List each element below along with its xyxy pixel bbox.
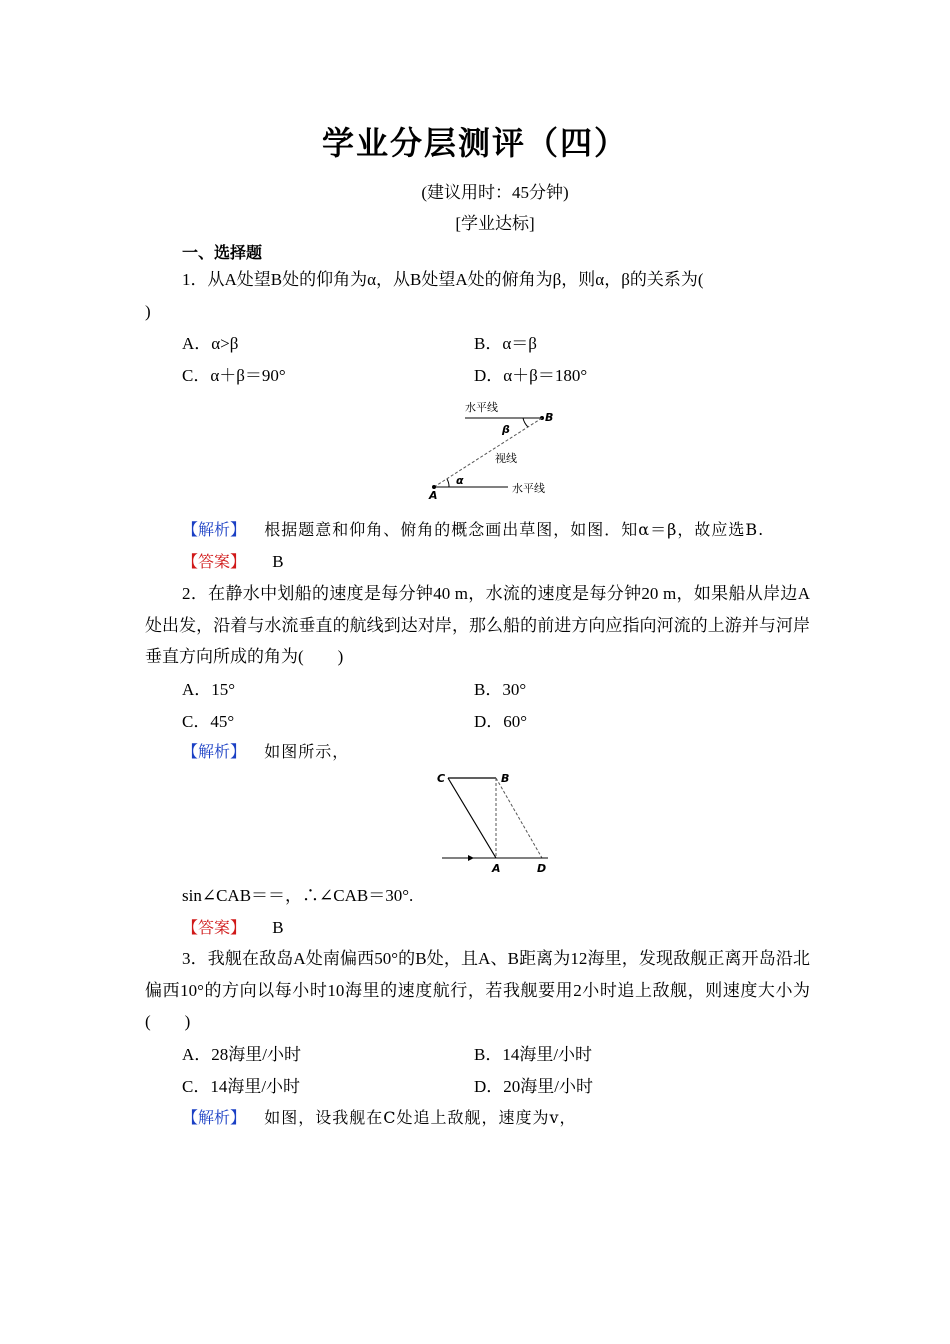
page-title: 学业分层测评（四） bbox=[321, 124, 628, 162]
q2-fig-point-a: A bbox=[492, 862, 501, 875]
q2-analysis bbox=[182, 740, 349, 764]
q1-option-a: A．α>β bbox=[182, 334, 239, 353]
q1-fig-alpha: α bbox=[456, 474, 464, 487]
q1-option-b: B．α＝β bbox=[474, 334, 537, 353]
q1-fig-point-a: A bbox=[429, 489, 438, 502]
q2-answer-value: B bbox=[272, 918, 284, 937]
time-note: (建议用时：45分钟) bbox=[421, 183, 569, 202]
q2-option-b: B．30° bbox=[474, 680, 527, 699]
q3-option-c: C．14海里/小时 bbox=[182, 1077, 301, 1096]
q2-figure bbox=[430, 768, 555, 878]
q1-answer-value: B bbox=[272, 552, 284, 571]
q1-answer bbox=[182, 550, 284, 574]
q1-fig-horizontal-top: 水平线 bbox=[465, 401, 498, 414]
q3-option-b: B．14海里/小时 bbox=[474, 1045, 593, 1064]
q1-answer-label: 【答案】 bbox=[182, 552, 247, 571]
q3-analysis-label: 【解析】 bbox=[182, 1108, 247, 1127]
q1-fig-beta: β bbox=[502, 423, 510, 436]
q2-answer-label: 【答案】 bbox=[182, 918, 247, 937]
q2-stem: 2．在静水中划船的速度是每分钟40 m，水流的速度是每分钟20 m，如果船从岸边A处出发，沿着与水流垂直的航线到达对岸，那么船的前进方向应指向河流的上游并与河岸垂直方向所成的角为( ) bbox=[145, 584, 810, 666]
q3-stem: 3．我舰在敌岛A处南偏西50°的B处，且A、B距离为12海里，发现敌舰正离开岛沿北偏西10°的方向以每小时10海里的速度航行，若我舰要用2小时追上敌舰，则速度大小为( ) bbox=[145, 949, 810, 1031]
q1-fig-beta-arc bbox=[523, 418, 528, 427]
q2-option-a: A．15° bbox=[182, 680, 236, 699]
q3-analysis-text: 如图，设我舰在C处追上敌舰，速度为v， bbox=[264, 1108, 577, 1127]
q1-fig-alpha-arc bbox=[447, 479, 449, 487]
q3-option-d: D．20海里/小时 bbox=[474, 1077, 593, 1096]
q1-fig-sight-line bbox=[434, 418, 542, 487]
q2-formula: sin∠CAB＝＝，∴∠CAB＝30°. bbox=[182, 886, 414, 905]
q1-analysis bbox=[182, 518, 764, 542]
section-tag: [学业达标] bbox=[455, 214, 535, 233]
q1-analysis-text: 根据题意和仰角、俯角的概念画出草图，如图．知α＝β，故应选B. bbox=[264, 520, 765, 539]
q2-option-d: D．60° bbox=[474, 712, 528, 731]
q3-option-a: A．28海里/小时 bbox=[182, 1045, 301, 1064]
q1-fig-point-b: B bbox=[545, 411, 554, 424]
q1-fig-horizontal-bottom: 水平线 bbox=[512, 482, 545, 495]
q1-stem-line2: ) bbox=[145, 302, 151, 321]
q2-fig-point-b: B bbox=[501, 772, 510, 785]
q1-stem-line1: 1．从A处望B处的仰角为α，从B处望A处的俯角为β，则α，β的关系为( bbox=[182, 270, 704, 289]
q2-fig-ca-line bbox=[448, 778, 496, 858]
section-heading: 一、选择题 bbox=[182, 243, 263, 262]
q1-option-c: C．α＋β＝90° bbox=[182, 366, 286, 385]
q2-fig-arrow-icon bbox=[468, 855, 474, 861]
q2-fig-point-c: C bbox=[437, 772, 446, 785]
q2-fig-bd-line bbox=[496, 778, 542, 858]
q2-option-c: C．45° bbox=[182, 712, 235, 731]
q3-analysis bbox=[182, 1106, 577, 1130]
q1-option-d: D．α＋β＝180° bbox=[474, 366, 588, 385]
q2-answer bbox=[182, 916, 284, 940]
q1-analysis-label: 【解析】 bbox=[182, 520, 247, 539]
q2-analysis-label: 【解析】 bbox=[182, 742, 247, 761]
q2-fig-point-d: D bbox=[537, 862, 547, 875]
q1-fig-sight-label: 视线 bbox=[495, 452, 517, 465]
q2-analysis-text: 如图所示， bbox=[264, 742, 350, 761]
q1-figure bbox=[425, 396, 565, 502]
